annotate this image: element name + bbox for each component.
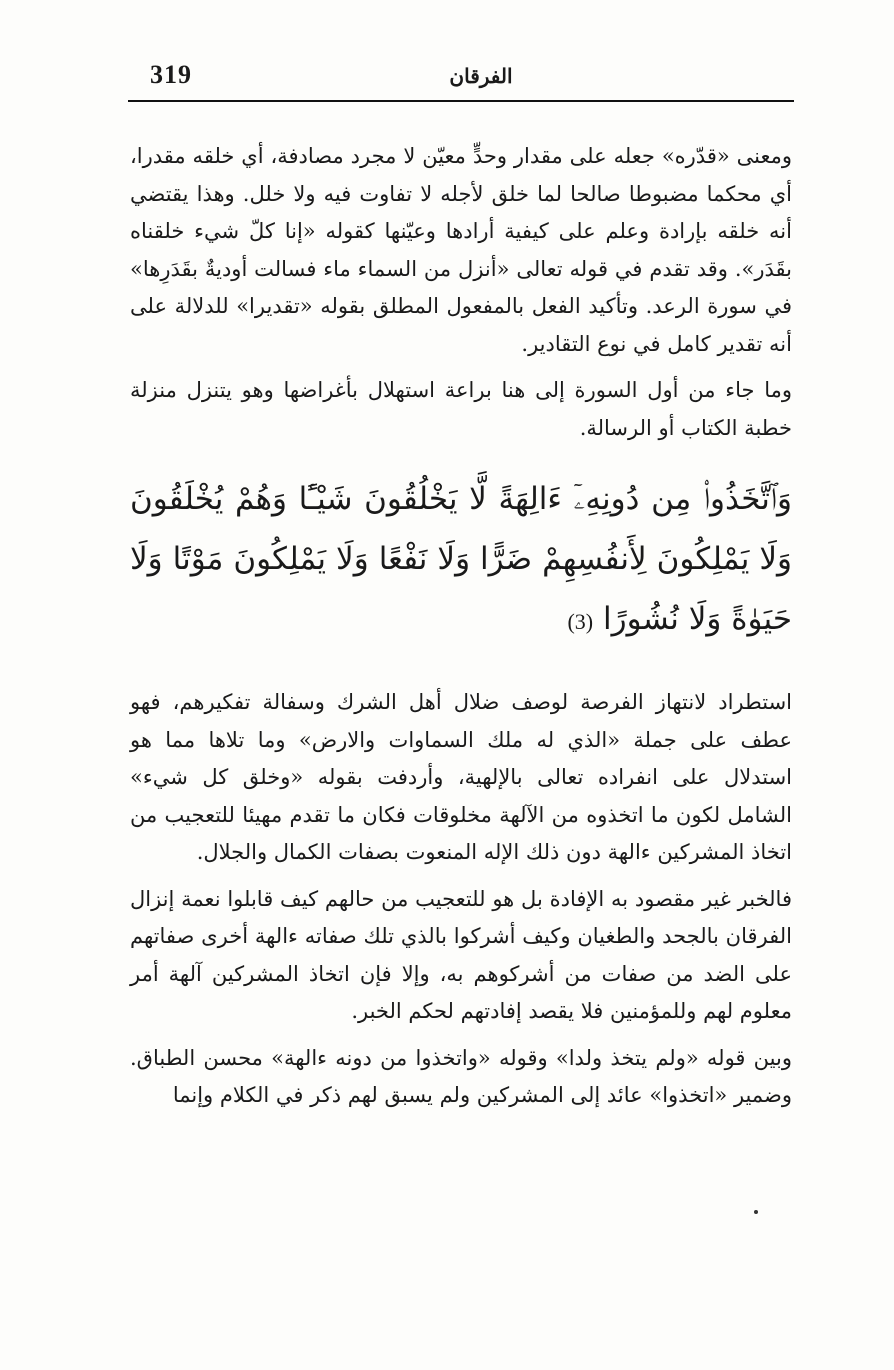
commentary-paragraph-2: فالخبر غير مقصود به الإفادة بل هو للتعجيب من حالهم كيف قابلوا نعمة إنزال الفرقان بالجحد والطغيان وكيف أشركوا بالذي تلك صفاته ءالهة أخرى صفاتهم على الضد من صفات من أشركوهم به، وإلا فإن اتخاذ المشركين آلهة أمر معلوم لهم وللمؤمنين فلا يقصد إفادتهم لحكم الخبر. <box>130 886 792 1023</box>
page-header <box>128 56 794 102</box>
commentary-paragraph-1: استطراد لانتهاز الفرصة لوصف ضلال أهل الشرك وسفالة تفكيرهم، فهو عطف على جملة «الذي له ملك السماوات والارض» وما تلاها مما هو استدلال على انفراده تعالى بالإلهية، وأردفت بقوله «وخلق كل شيء» الشامل لكون ما اتخذوه من الآلهة مخلوقات فكان ما تقدم مهيئا للتعجيب من اتخاذ المشركين ءالهة دون ذلك الإله المنعوت بصفات الكمال والجلال. <box>130 690 792 864</box>
quran-verse <box>130 469 792 652</box>
paragraph-2: وما جاء من أول السورة إلى هنا براعة استهلال بأغراضها وهو يتنزل منزلة خطبة الكتاب أو الرسالة. <box>130 378 792 440</box>
page-number: 319 <box>150 60 192 89</box>
verse-text: وَٱتَّخَذُوا۟ مِن دُونِهِۦٓ ءَالِهَةً لَّا يَخْلُقُونَ شَيْـًٔا وَهُمْ يُخْلَقُونَ وَلَا يَمْلِكُونَ لِأَنفُسِهِمْ ضَرًّا وَلَا نَفْعًا وَلَا يَمْلِكُونَ مَوْتًا وَلَا حَيَوٰةً وَلَا نُشُورًا <box>130 481 792 637</box>
paragraph-1: ومعنى «قدّره» جعله على مقدار وحدٍّ معيّن لا مجرد مصادفة، أي خلقه مقدرا، أي محكما مضبوطا صالحا لما خلق لأجله لا تفاوت فيه ولا خلل. وهذا يقتضي أنه خلقه بإرادة وعلم على كيفية أرادها وعيّنها كقوله «إنا كلّ شيء خلقناه بقَدَر». وقد تقدم في قوله تعالى «أنزل من السماء ماء فسالت أوديةٌ بقَدَرِها» في سورة الرعد. وتأكيد الفعل بالمفعول المطلق بقوله «تقديرا» للدلالة على أنه تقدير كامل في نوع التقادير. <box>130 144 792 356</box>
ink-dot <box>754 1210 758 1214</box>
page-body <box>130 138 792 1115</box>
running-title: الفرقان <box>449 64 513 88</box>
header-divider <box>128 100 794 102</box>
verse-number: (3) <box>567 609 594 634</box>
commentary-paragraph-3: وبين قوله «ولم يتخذ ولدا» وقوله «واتخذوا من دونه ءالهة» محسن الطباق. وضمير «اتخذوا» عائد إلى المشركين ولم يسبق لهم ذكر في الكلام وإنما <box>130 1045 792 1107</box>
